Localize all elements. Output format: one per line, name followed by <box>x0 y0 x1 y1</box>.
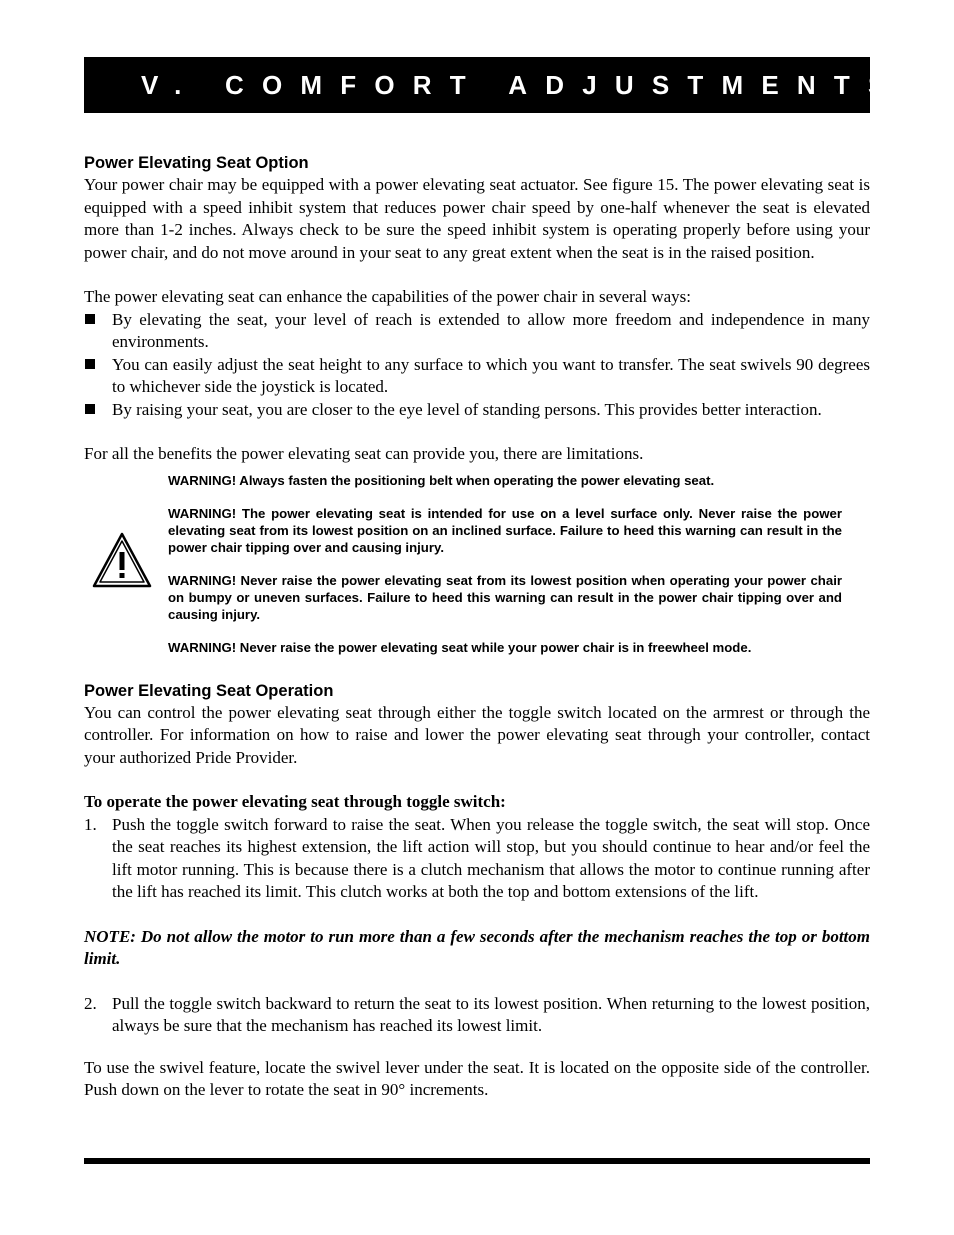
toggle-subheading: To operate the power elevating seat through toggle switch: <box>84 792 506 811</box>
limitations-paragraph: For all the benefits the power elevating seat can provide you, there are limitations. <box>84 444 644 463</box>
capabilities-intro: The power elevating seat can enhance the capabilities of the power chair in several ways: <box>84 287 692 306</box>
section-heading-operation: Power Elevating Seat Operation <box>84 681 334 700</box>
steps-list-2 <box>84 993 870 1038</box>
list-item: 2. Pull the toggle switch backward to return the seat to its lowest position. When returning to the lowest position, always be sure that the mechanism has reached its lowest limit. <box>84 993 870 1035</box>
bottom-rule <box>84 1158 870 1164</box>
warning-text: WARNING! Always fasten the positioning belt when operating the power elevating seat. <box>168 472 715 488</box>
warning-text: WARNING! The power elevating seat is intended for use on a level surface only. Never raise the power elevating seat from its lowest position on an inclined surface. Failure to heed this warning can result in the power chair tipping over and causing injury. <box>168 505 842 555</box>
list-item: By raising your seat, you are closer to the eye level of standing persons. This provides better interaction. <box>84 399 870 422</box>
benefits-list <box>84 309 870 422</box>
warning-block <box>84 472 870 680</box>
warning-text: WARNING! Never raise the power elevating seat while your power chair is in freewheel mode. <box>168 639 752 655</box>
note-text: NOTE: Do not allow the motor to run more than a few seconds after the mechanism reaches the top or bottom limit. <box>84 926 870 968</box>
warning-triangle-icon <box>92 532 152 588</box>
list-item: By elevating the seat, your level of reach is extended to allow more freedom and independence in many environments. <box>84 309 870 354</box>
list-item: 1. Push the toggle switch forward to raise the seat. When you release the toggle switch, the seat will stop. Once the seat reaches its highest extension, the lift action will stop, but you should continue to hear and/or feel the lift motor running. This is because there is a clutch mechanism that allows the motor to continue running after the lift has reached its limit. This clutch works at both the top and bottom extensions of the lift. <box>84 814 870 901</box>
square-bullet-icon <box>85 314 95 324</box>
page-content <box>84 152 870 1102</box>
warning-text: WARNING! Never raise the power elevating seat from its lowest position when operating your power chair on bumpy or uneven surfaces. Failure to heed this warning can result in the power chair tipping over and causing injury. <box>168 572 842 622</box>
option-paragraph: Your power chair may be equipped with a power elevating seat actuator. See figure 15. The power elevating seat is equipped with a speed inhibit system that reduces power chair speed by one-half whenever the seat is elevated more than 1-2 inches. Always check to be sure the speed inhibit system is operating properly before using your power chair, and do not move around in your seat to any great extent when the seat is in the raised position. <box>84 175 870 262</box>
section-heading-option: Power Elevating Seat Option <box>84 154 309 172</box>
warnings-text <box>168 472 842 672</box>
list-item: You can easily adjust the seat height to any surface to which you want to transfer. The seat swivels 90 degrees to whichever side the joystick is located. <box>84 354 870 399</box>
square-bullet-icon <box>85 359 95 369</box>
operation-paragraph: You can control the power elevating seat through either the toggle switch located on the armrest or through the controller. For information on how to raise and lower the power elevating seat through your controller, contact your authorized Pride Provider. <box>84 702 870 767</box>
swivel-paragraph: To use the swivel feature, locate the swivel lever under the seat. It is located on the opposite side of the controller. Push down on the lever to rotate the seat in 90° increments. <box>84 1057 870 1099</box>
steps-list-1 <box>84 814 870 904</box>
square-bullet-icon <box>85 404 95 414</box>
chapter-banner: V. COMFORT ADJUSTMENTS <box>84 57 870 113</box>
